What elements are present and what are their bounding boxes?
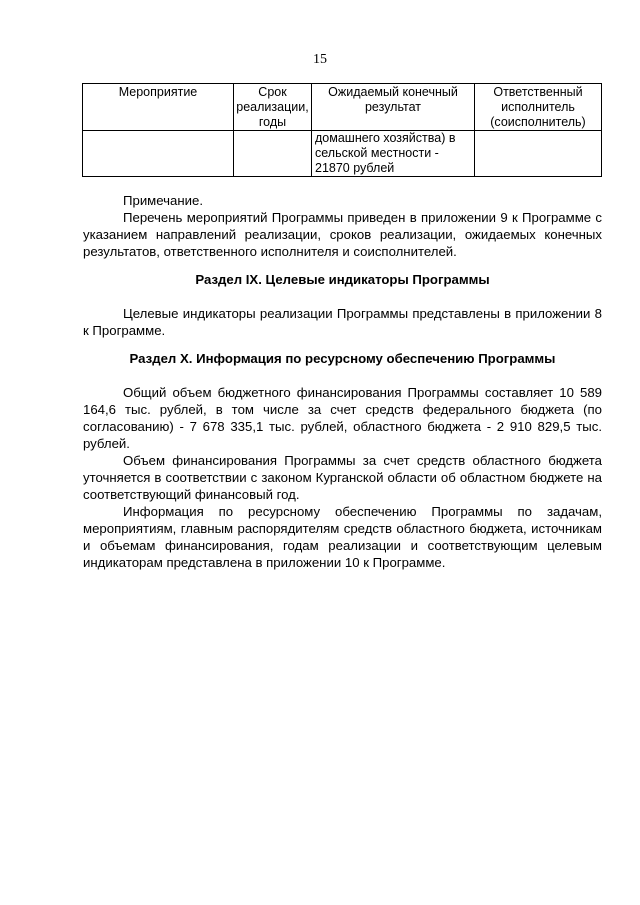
- measures-table: [82, 83, 602, 177]
- header-measure: Мероприятие: [83, 84, 234, 131]
- section-9-body: [83, 305, 602, 339]
- header-executor: Ответственный исполнитель (соисполнитель): [475, 84, 602, 131]
- cell-executor: [475, 131, 602, 177]
- header-term: Срок реализации, годы: [234, 84, 312, 131]
- note-block: [83, 192, 602, 260]
- section-9-title: Раздел IX. Целевые индикаторы Программы: [195, 272, 490, 287]
- section-10-paragraph: Общий объем бюджетного финансирования Программы составляет 10 589 164,6 тыс. рублей, в том числе за счет средств федерального бюджета (по согласованию) - 7 678 335,1 тыс. рублей, областного бюджета - 2 910 829,5 тыс. рублей.: [83, 385, 602, 451]
- note-text: Перечень мероприятий Программы приведен в приложении 9 к Программе с указанием направлений реализации, сроков реализации, ожидаемых конечных результатов, ответственного исполнителя и соисполнителей.: [83, 210, 602, 259]
- table-header-row: [83, 84, 602, 131]
- table-row: [83, 131, 602, 177]
- cell-term: [234, 131, 312, 177]
- section-10-body: [83, 384, 602, 571]
- section-9-text: Целевые индикаторы реализации Программы представлены в приложении 8 к Программе.: [83, 306, 602, 338]
- cell-measure: [83, 131, 234, 177]
- cell-result: домашнего хозяйства) в сельской местности - 21870 рублей: [312, 131, 475, 177]
- section-10-title: Раздел X. Информация по ресурсному обеспечению Программы: [129, 351, 556, 366]
- note-label: Примечание.: [123, 193, 203, 208]
- section-10-paragraph: Информация по ресурсному обеспечению Программы по задачам, мероприятиям, главным распорядителям средств областного бюджета, источникам и объемам финансирования, годам реализации и соответствующим целевым индикаторам представлена в приложении 10 к Программе.: [83, 504, 602, 570]
- section-10-paragraph: Объем финансирования Программы за счет средств областного бюджета уточняется в соответствии с законом Курганской области об областном бюджете на соответствующий финансовый год.: [83, 453, 602, 502]
- page-number: 15: [313, 52, 327, 67]
- header-result: Ожидаемый конечный результат: [312, 84, 475, 131]
